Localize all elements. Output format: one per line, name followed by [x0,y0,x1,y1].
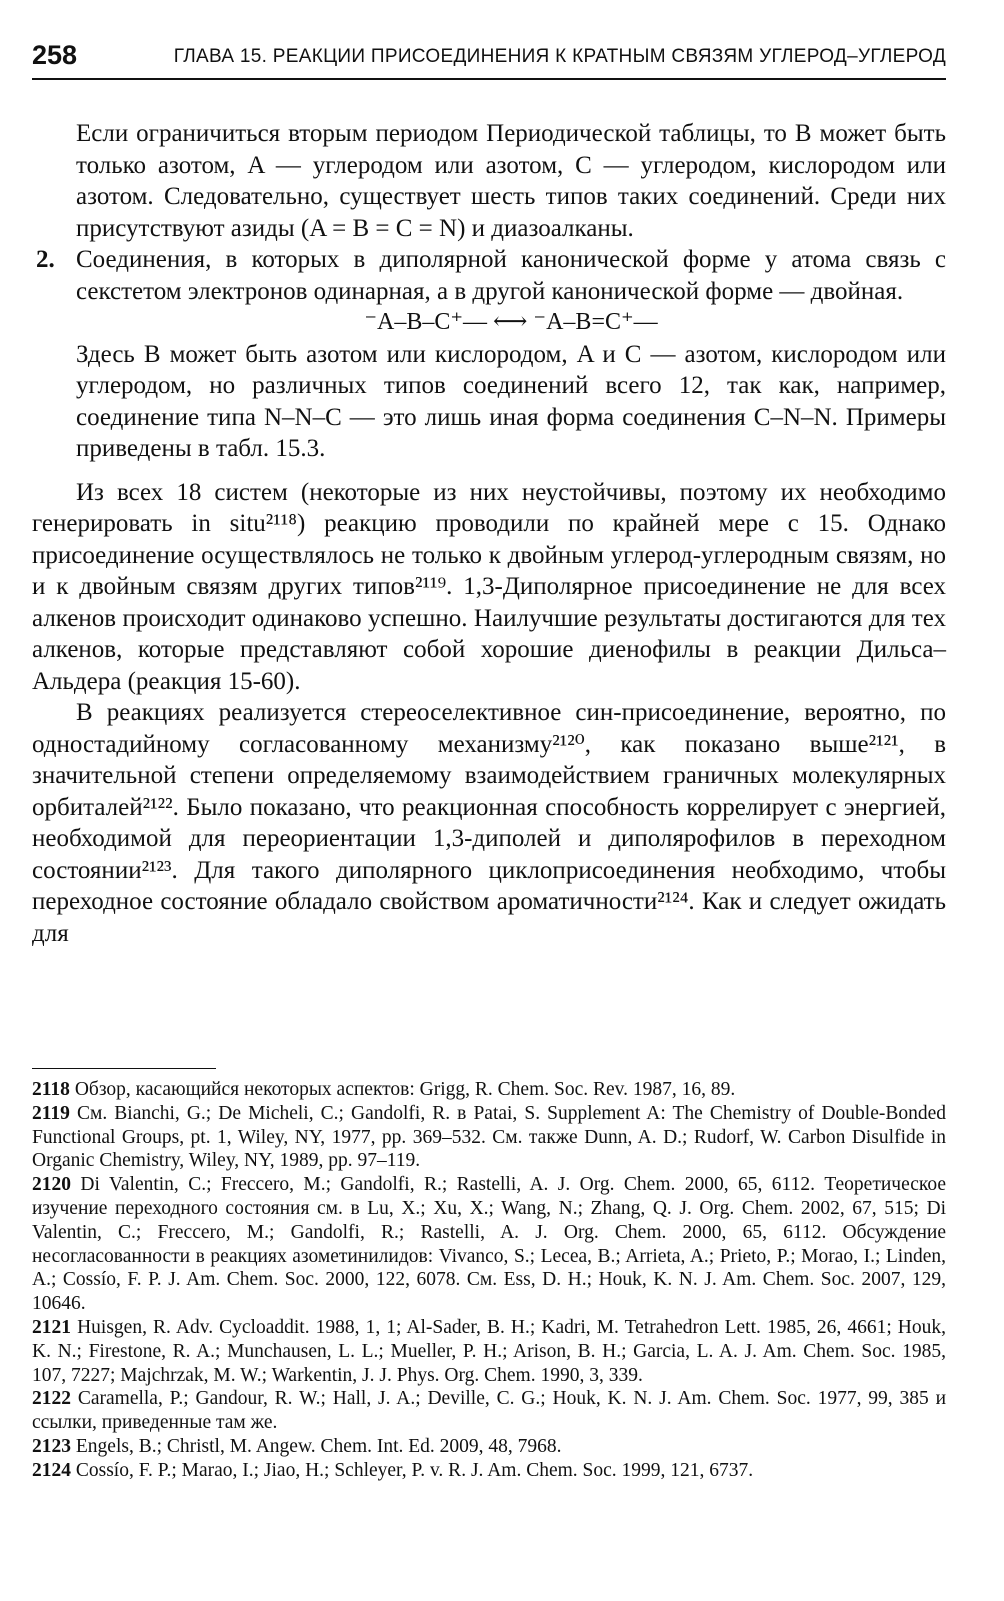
footnote-text: Huisgen, R. Adv. Cycloaddit. 1988, 1, 1; Al-Sader, B. H.; Kadri, M. Tetrahedron Lett. 1985, 26, 4661; Houk, K. N.; Firestone, R. A.; Munchausen, L. L.; Mueller, P. H.; Arison, B. H.; Garcia, L. A. J. Am. Chem. Soc. 1985, 107, 7227; Majchrzak, M. W.; Warkentin, J. J. Phys. Org. Chem. 1990, 3, 339. [32,1316,947,1386]
paragraph: Из всех 18 систем (некоторые из них неустойчивы, поэтому их необходимо генерировать in situ²¹¹⁸) реакцию проводили по крайней мере с 15. Однако присоединение осуществлялось не только к двойным углерод-углеродным связям, но и к двойным связям других типов²¹¹⁹. 1,3-Диполярное присоединение не для всех алкенов происходит одинаково успешно. Наилучшие результаты достигаются для тех алкенов, которые представляют собой хорошие диенофилы в реакции Дильса–Альдера (реакция 15-60). [32,478,946,695]
page-header [32,40,946,80]
footnote-number: 2122 [32,1388,71,1410]
footnote [32,1316,946,1387]
footnote-text: См. Bianchi, G.; De Micheli, C.; Gandolfi, R. в Patai, S. Supplement A: The Chemistry of Double-Bonded Functional Groups, pt. 1, Wiley, NY, 1977, pp. 369–532. См. также Dunn, A. D.; Rudorf, W. Carbon Disulfide in Organic Chemistry, Wiley, NY, 1989, pp. 97–119. [32,1102,947,1172]
footnote-number: 2123 [32,1435,71,1457]
list-item-number: 2. [36,246,55,273]
footnote-rule [32,1068,216,1069]
footnote [32,1435,946,1459]
paragraph: Если ограничиться вторым периодом Периодической таблицы, то B может быть только азотом, A — углеродом или азотом, C — углеродом, кислородом или азотом. Следовательно, существует шесть типов таких соединений. Среди них присутствуют азиды (A = B = C = N) и диазоалканы. [76,120,946,242]
footnote [32,1173,946,1316]
main-text [32,118,946,949]
footnote-text: Обзор, касающийся некоторых аспектов: Grigg, R. Chem. Soc. Rev. 1987, 16, 89. [74,1079,736,1100]
footnote-text: Cossío, F. P.; Marao, I.; Jiao, H.; Schleyer, P. v. R. J. Am. Chem. Soc. 1999, 121, 6737. [75,1459,754,1481]
page-number: 258 [32,40,78,70]
footnote [32,1102,946,1173]
list-item-continuation: Здесь B может быть азотом или кислородом, A и C — азотом, кислородом или углеродом, но различных типов соединений всего 12, так как, например, соединение типа N–N–C — это лишь иная форма соединения C–N–N. Примеры приведены в табл. 15.3. [76,340,946,462]
footnotes [32,1078,946,1483]
footnote-text: Caramella, P.; Gandour, R. W.; Hall, J. A.; Deville, C. G.; Houk, K. N. J. Am. Chem. Soc. 1977, 99, 385 и ссылки, приведенные там же. [32,1388,947,1434]
footnote-text: Di Valentin, C.; Freccero, M.; Gandolfi, R.; Rastelli, A. J. Org. Chem. 2000, 65, 6112. Теоретическое изучение переходного состояния см. в Lu, X.; Xu, X.; Wang, N.; Zhang, Q. J. Org. Chem. 2002, 67, 515; Di Valentin, C.; Freccero, M.; Gandolfi, R.; Rastelli, A. J. Org. Chem. 2000, 65, 6112. Обсуждение несогласованности в реакциях азометинилидов: Vivanco, S.; Lecea, B.; Arrieta, A.; Prieto, P.; Morao, I.; Linden, A.; Cossío, F. P. J. Am. Chem. Soc. 2000, 122, 6078. См. Ess, D. H.; Houk, K. N. J. Am. Chem. Soc. 2007, 129, 10646. [32,1174,947,1315]
running-title: ГЛАВА 15. РЕАКЦИИ ПРИСОЕДИНЕНИЯ К КРАТНЫМ СВЯЗЯМ УГЛЕРОД–УГЛЕРОД [173,46,946,67]
spacer [32,465,946,477]
footnote [32,1459,946,1483]
footnote-number: 2124 [32,1459,71,1481]
footnote-number: 2118 [32,1079,70,1100]
footnote-number: 2121 [32,1316,71,1338]
formula: ⁻A–B–C⁺— ⟷ ⁻A–B=C⁺— [364,309,658,335]
list-item-text: Соединения, в которых в диполярной канонической форме у атома связь с секстетом электронов одинарная, а в другой канонической форме — двойная. [76,246,946,305]
list-item [32,244,946,465]
footnote-text: Engels, B.; Christl, M. Angew. Chem. Int. Ed. 2009, 48, 7968. [75,1435,562,1457]
footnote [32,1078,946,1102]
footnote-number: 2120 [32,1174,71,1196]
footnote [32,1387,946,1435]
paragraph: В реакциях реализуется стереоселективное син-присоединение, вероятно, по одностадийному согласованному механизму²¹²⁰, как показано выше²¹²¹, в значительной степени определяемому взаимодействием граничных молекулярных орбиталей²¹²². Было показано, что реакционная способность коррелирует с энергией, необходимой для переориентации 1,3-диполей и диполярофилов в переходном состоянии²¹²³. Для такого диполярного циклоприсоединения необходимо, чтобы переходное состояние обладало свойством ароматичности²¹²⁴. Как и следует ожидать для [32,699,946,947]
footnote-number: 2119 [32,1102,70,1124]
